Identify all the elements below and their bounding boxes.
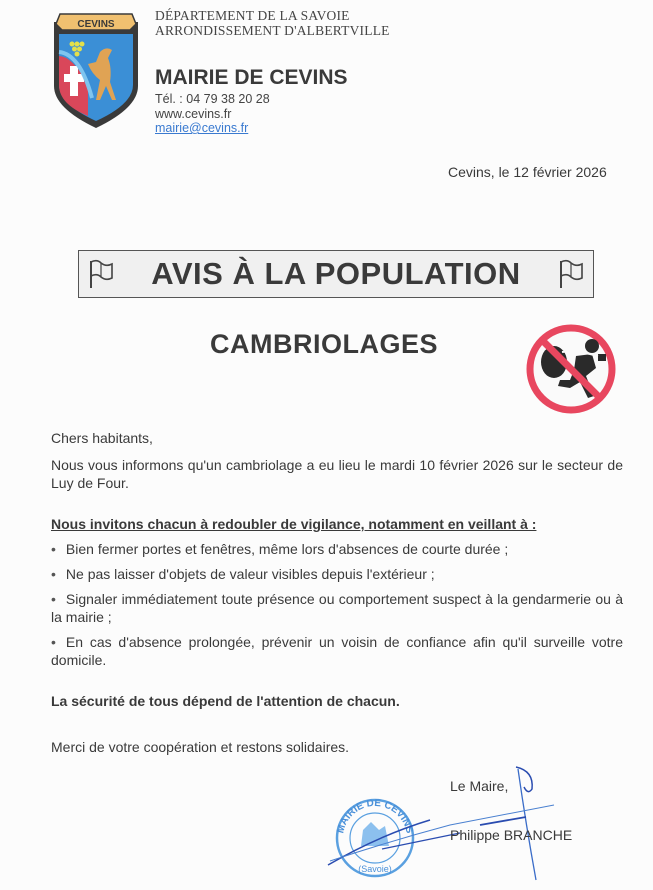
subtitle: CAMBRIOLAGES [210, 329, 438, 359]
mairie-title: MAIRIE DE CEVINS [155, 66, 348, 89]
signature-scribble [320, 765, 560, 885]
signatory-name: Philippe BRANCHE [450, 827, 573, 843]
crest-label: CEVINS [77, 19, 115, 30]
phone: Tél. : 04 79 38 20 28 [155, 92, 270, 106]
advice-list [51, 540, 623, 676]
banner-title: AVIS À LA POPULATION [151, 256, 521, 291]
signatory-role: Le Maire, [450, 778, 509, 794]
list-item-text: En cas d'absence prolongée, prévenir un voisin de confiance afin qu'il surveille votre domicile. [51, 634, 623, 668]
list-item [51, 540, 623, 558]
bullet-icon: • [51, 566, 56, 582]
list-item [51, 633, 623, 669]
bullet-icon: • [51, 591, 56, 607]
stamp-subtext: (Savoie) [358, 864, 392, 874]
email-link[interactable]: mairie@cevins.fr [155, 121, 249, 135]
list-item-text: Ne pas laisser d'objets de valeur visibles depuis l'extérieur ; [65, 566, 435, 582]
notice-banner [78, 250, 594, 298]
list-item-text: Signaler immédiatement toute présence ou comportement suspect à la gendarmerie ou à la mairie ; [51, 591, 623, 625]
website-link[interactable]: www.cevins.fr [155, 106, 232, 121]
thanks-line: Merci de votre coopération et restons solidaires. [51, 739, 350, 755]
stamp-text: MAIRIE DE CEVINS [335, 797, 415, 835]
department-header [155, 8, 390, 38]
list-item [51, 590, 623, 626]
list-item-text: Bien fermer portes et fenêtres, même lors d'absences de courte durée ; [65, 541, 509, 557]
flag-icon [87, 258, 115, 290]
intro-paragraph: Nous vous informons qu'un cambriolage a eu lieu le mardi 10 février 2026 sur le secteur de Luy de Four. [51, 457, 623, 491]
flag-icon [557, 258, 585, 290]
contact-info [155, 92, 270, 136]
arrondissement-name: ARRONDISSEMENT D'ALBERTVILLE [155, 23, 390, 38]
vigilance-heading: Nous invitons chacun à redoubler de vigilance, notamment en veillant à : [51, 516, 537, 532]
bullet-icon: • [51, 634, 56, 650]
bullet-icon: • [51, 541, 56, 557]
no-burglar-icon [516, 324, 626, 414]
document-date: Cevins, le 12 février 2026 [448, 164, 607, 180]
security-statement: La sécurité de tous dépend de l'attention de chacun. [51, 693, 400, 709]
cevins-crest-logo [50, 8, 142, 130]
department-name: DÉPARTEMENT DE LA SAVOIE [155, 8, 350, 23]
greeting: Chers habitants, [51, 430, 153, 446]
list-item [51, 565, 623, 583]
